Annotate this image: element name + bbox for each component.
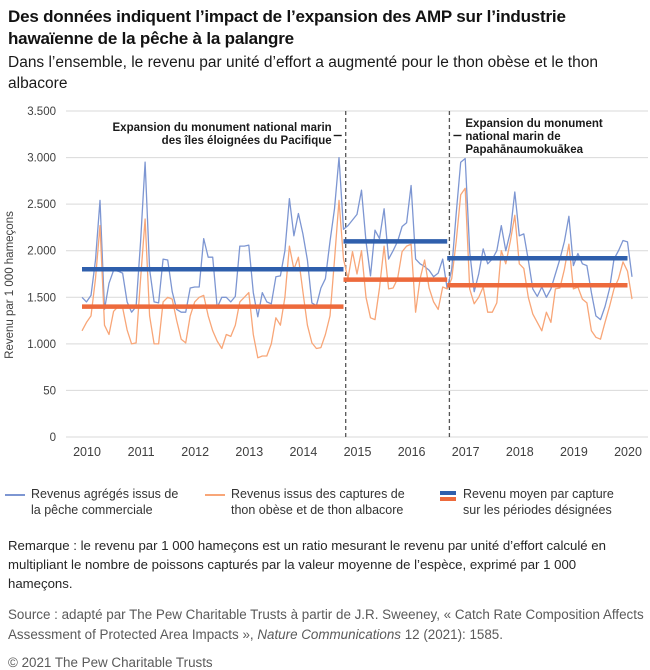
stacked-bars-swatch: [440, 491, 456, 503]
mean-orange-bar-swatch: [440, 497, 456, 501]
x-tick-label: 2011: [127, 445, 155, 459]
legend-label: Revenus issus des captures de thon obèse et de thon albacore: [231, 487, 405, 517]
line-chart: [0, 100, 650, 460]
mean-line-tuna-revenue: [82, 280, 628, 307]
legend-label: Revenus agrégés issus de la pêche commerciale: [31, 487, 179, 517]
event-annotation: Expansion du monument national marin de Papahānaumokuākea: [465, 118, 603, 156]
x-tick-label: 2020: [614, 445, 642, 459]
copyright-line: © 2021 The Pew Charitable Trusts: [8, 655, 213, 670]
series-line-aggregate-revenue: [82, 158, 632, 320]
remark-note: Remarque : le revenu par 1 000 hameçons est un ratio mesurant le revenu par unité d’effort calculé en multipliant le nombre de poissons capturés par la valeur moyenne de l’espèce, exprimé par 1 000 hameçons.: [8, 538, 606, 591]
x-tick-label: 2016: [397, 445, 426, 459]
x-tick-label: 2017: [451, 445, 480, 459]
chart-canvas: [0, 100, 650, 460]
legend-item-aggregate-revenue: [5, 487, 181, 518]
legend-item-tuna-revenue: [205, 487, 421, 518]
y-axis-tick-labels: [27, 106, 56, 444]
chart-legend: [0, 487, 650, 533]
source-text: Source : adapté par The Pew Charitable Trusts à partir de J.R. Sweeney, « Catch Rate Composition Affects Assessment of Protected Area Impacts »,: [8, 607, 644, 642]
x-axis-tick-labels: [73, 445, 642, 459]
page-title: Des données indiquent l’impact de l’expansion des AMP sur l’industrie hawaïenne de la pêche à la palangre: [8, 7, 566, 48]
x-tick-label: 2012: [181, 445, 210, 459]
mean-blue-bar-swatch: [440, 491, 456, 495]
notes-block: [8, 536, 644, 670]
x-tick-label: 2014: [289, 445, 318, 459]
y-tick-label: 1.000: [27, 338, 56, 351]
thin-blue-line-swatch: [5, 494, 25, 496]
x-tick-label: 2013: [235, 445, 264, 459]
event-annotation: Expansion du monument national marin des îles éloignées du Pacifique: [112, 122, 332, 147]
source-citation: 12 (2021): 1585.: [400, 627, 503, 642]
y-tick-label: 2.500: [27, 199, 56, 212]
source-journal: Nature Communications: [257, 627, 401, 642]
y-tick-label: 3.500: [27, 106, 56, 118]
thin-orange-line-swatch: [205, 494, 225, 496]
page-subtitle: Dans l’ensemble, le revenu par unité d’effort a augmenté pour le thon obèse et le thon albacore: [8, 54, 598, 92]
y-tick-label: 0: [49, 432, 56, 444]
source-note: [8, 605, 644, 645]
y-tick-label: 3.000: [27, 152, 56, 165]
x-tick-label: 2015: [343, 445, 372, 459]
x-tick-label: 2010: [73, 445, 101, 459]
y-tick-label: 50: [43, 385, 56, 398]
y-tick-label: 1.500: [27, 292, 56, 305]
event-lines: [113, 111, 603, 437]
legend-label: Revenu moyen par capture sur les périodes désignées: [463, 487, 614, 517]
legend-item-mean-revenue: [440, 487, 633, 518]
x-tick-label: 2018: [505, 445, 534, 459]
y-axis-title: Revenu par 1 000 hameçons: [4, 211, 16, 359]
y-tick-label: 2.000: [27, 245, 56, 258]
x-tick-label: 2019: [559, 445, 588, 459]
